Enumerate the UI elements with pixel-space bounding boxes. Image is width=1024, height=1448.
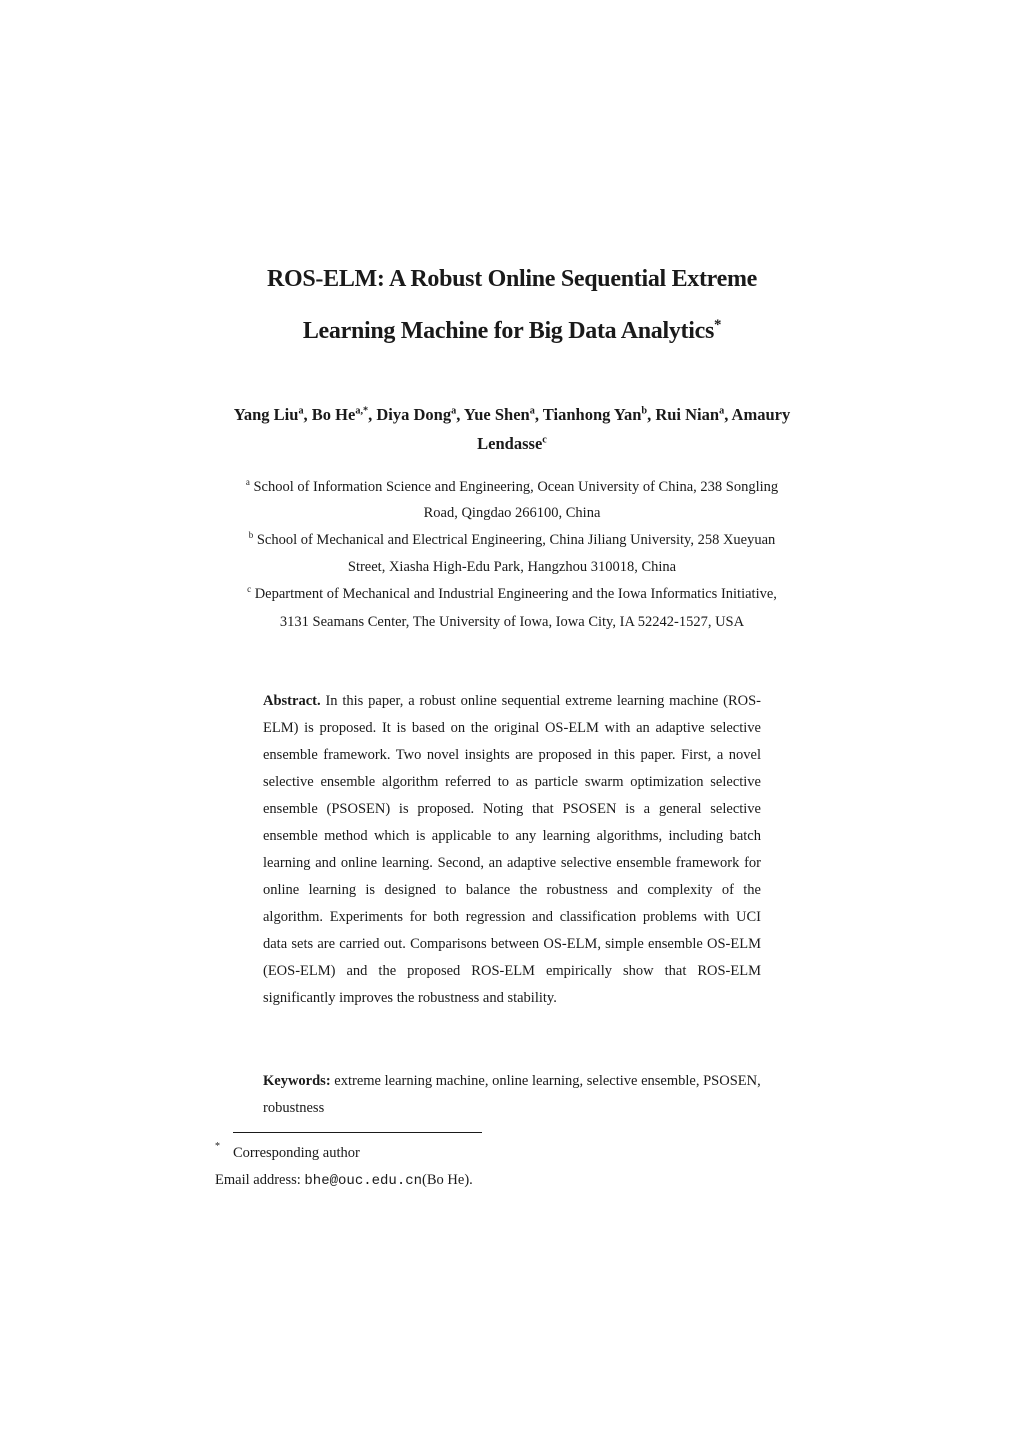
author-affiliation-mark: b — [641, 405, 648, 417]
affiliation-c-line2: 3131 Seamans Center, The University of Iowa, Iowa City, IA 52242-1527, USA — [279, 614, 745, 630]
affiliation-c-line1: $^c$ Department of Mechanical and Industrial Engineering and the Iowa Informatics Initiative, — [247, 584, 777, 602]
email-address[interactable]: bhe@ouc.edu.cn — [304, 1173, 423, 1189]
footnote-text: Corresponding author — [233, 1145, 360, 1161]
author-affiliation-mark: a,* — [355, 405, 369, 417]
author-name: Yang Liu — [233, 405, 299, 424]
footnote-mark: * — [215, 1141, 220, 1152]
abstract — [263, 688, 761, 1012]
author-separator: , — [456, 405, 464, 424]
email-label: Email address: — [215, 1172, 301, 1188]
author-list-continued — [0, 434, 1024, 454]
author-name: Yue Shen — [463, 405, 530, 424]
affiliation-a-line2: Road, Qingdao 266100, China — [423, 505, 601, 521]
author-affiliation-mark: a — [451, 405, 457, 417]
author-name: Bo He — [311, 405, 356, 424]
author-separator: , — [303, 405, 312, 424]
title-footnote-mark: * — [714, 317, 722, 333]
affiliation-mark: a — [245, 477, 250, 488]
author-name: Lendasse — [477, 434, 543, 453]
author-name: Tianhong Yan — [542, 405, 642, 424]
affiliation-b-line1: $^b$ School of Mechanical and Electrical Engineering, China Jiliang University, 258 Xueyuan — [248, 530, 776, 548]
paper-title-line2: Learning Machine for Big Data Analytics* — [302, 317, 722, 344]
author-affiliation-mark: c — [542, 434, 547, 446]
keywords-text: extreme learning machine, online learning, selective ensemble, PSOSEN, robustness — [263, 1073, 761, 1116]
author-name: Rui Nian — [655, 405, 720, 424]
author-name: Diya Dong — [376, 405, 452, 424]
footnote-divider — [233, 1132, 482, 1133]
abstract-label: Abstract. — [263, 693, 321, 709]
author-separator: , — [368, 405, 377, 424]
author-affiliation-mark: a — [529, 405, 535, 417]
keywords-label: Keywords: — [263, 1073, 331, 1089]
affiliation-mark: c — [247, 584, 252, 595]
affiliation-mark: b — [248, 530, 254, 541]
author-separator: , — [647, 405, 656, 424]
affiliation-b-line2: Street, Xiasha High-Edu Park, Hangzhou 310018, China — [347, 559, 677, 575]
footnote-corresponding — [215, 1141, 360, 1162]
author-list — [0, 405, 1024, 425]
footnote-email — [215, 1172, 473, 1189]
author-affiliation-mark: a — [298, 405, 304, 417]
email-suffix: (Bo He). — [422, 1172, 473, 1188]
affiliation-a-line1: $^a$ School of Information Science and Engineering, Ocean University of China, 238 Songling — [245, 477, 779, 495]
author-name: Amaury — [731, 405, 791, 424]
paper-title-line1: ROS-ELM: A Robust Online Sequential Extreme — [266, 266, 758, 292]
author-separator: , — [724, 405, 732, 424]
abstract-text: In this paper, a robust online sequential extreme learning machine (ROS-ELM) is proposed. It is based on the original OS-ELM with an adaptive selective ensemble framework. Two novel insights are proposed in this paper. First, a novel selective ensemble algorithm referred to as particle swarm optimization selective ensemble (PSOSEN) is proposed. Noting that PSOSEN is a general selective ensemble method which is applicable to any learning algorithms, including batch learning and online learning. Second, an adaptive selective ensemble framework for online learning is designed to balance the robustness and complexity of the algorithm. Experiments for both regression and classification problems with UCI data sets are carried out. Comparisons between OS-ELM, simple ensemble OS-ELM (EOS-ELM) and the proposed ROS-ELM empirically show that ROS-ELM significantly improves the robustness and stability. — [263, 693, 761, 1006]
author-separator: , — [534, 405, 543, 424]
author-affiliation-mark: a — [719, 405, 725, 417]
keywords — [263, 1068, 761, 1122]
